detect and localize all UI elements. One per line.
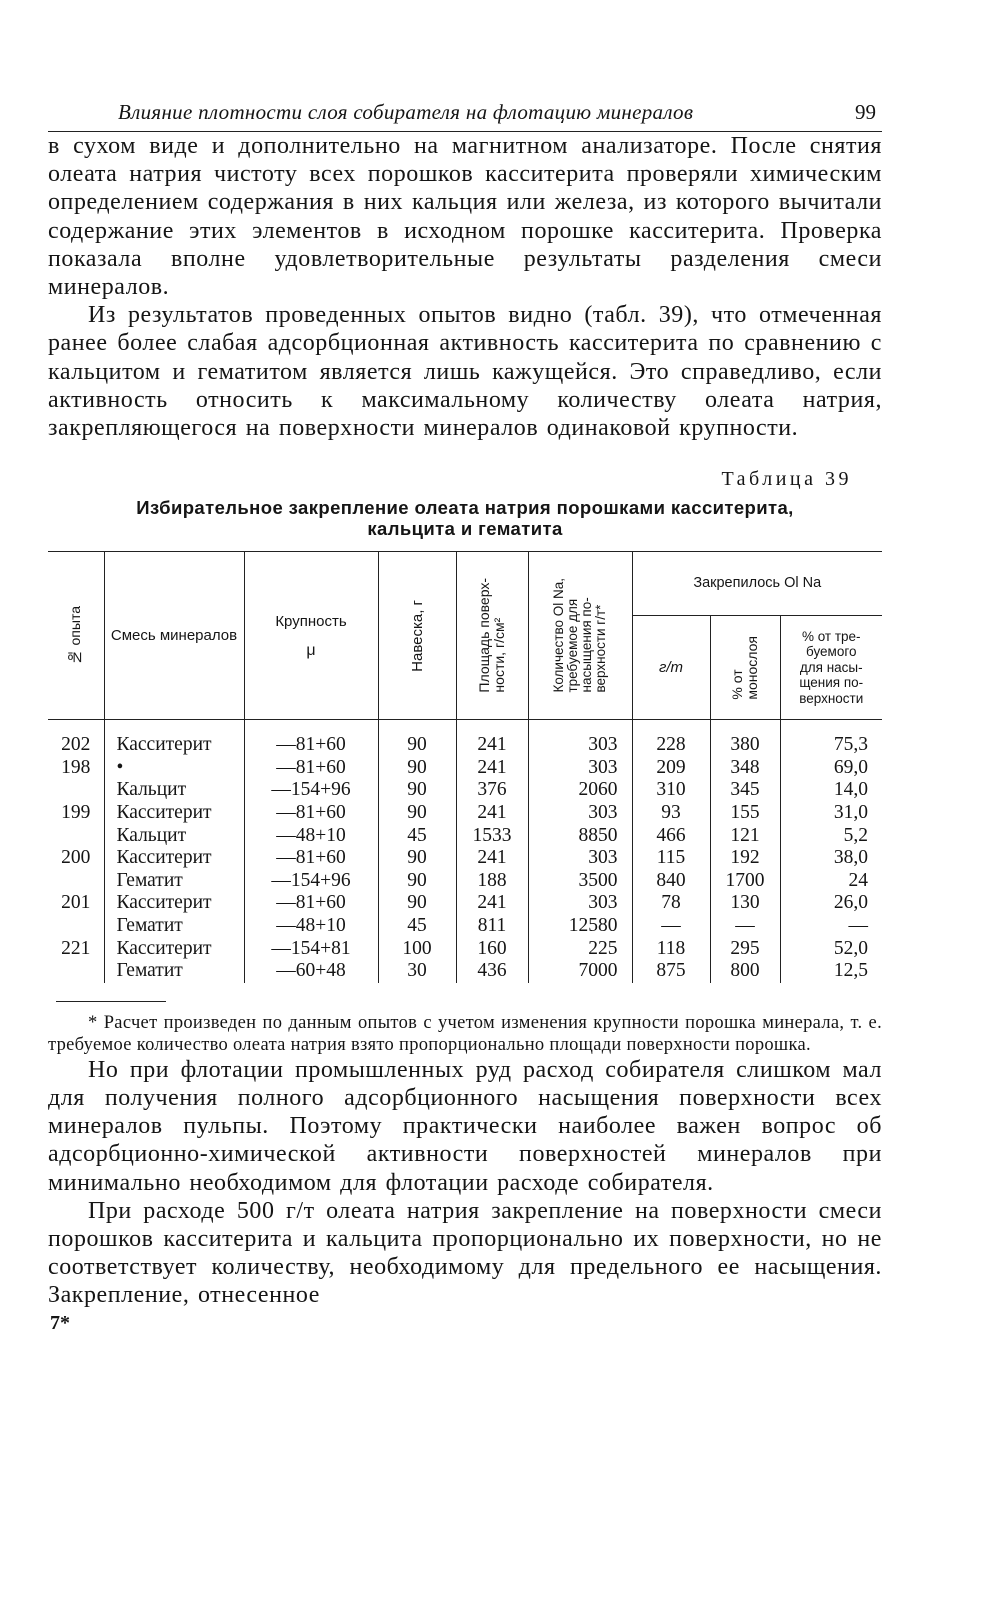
table-row <box>48 825 882 848</box>
table-row <box>48 938 882 961</box>
cell-weight: 90 <box>378 779 456 802</box>
cell-fixed: 93 <box>632 802 710 825</box>
cell-size: —154+96 <box>244 870 378 893</box>
cell-pct-mono: 121 <box>710 825 780 848</box>
cell-required: 8850 <box>528 825 632 848</box>
cell-weight: 90 <box>378 757 456 780</box>
cell-mix: Гематит <box>104 960 244 983</box>
cell-size: —154+96 <box>244 779 378 802</box>
running-header <box>48 100 882 132</box>
cell-area: 241 <box>456 847 528 870</box>
cell-pct-mono: 1700 <box>710 870 780 893</box>
cell-size: —81+60 <box>244 847 378 870</box>
cell-fixed: 115 <box>632 847 710 870</box>
footnote: * Расчет произведен по данным опытов с учетом изменения крупности порошка минерала, т. е. требуемое количество олеата натрия взято пропорционально площади поверхности порошка. <box>48 1012 882 1055</box>
cell-mix: • <box>104 757 244 780</box>
cell-no <box>48 779 104 802</box>
page <box>48 100 882 1335</box>
cell-size: —48+10 <box>244 825 378 848</box>
cell-size: —60+48 <box>244 960 378 983</box>
cell-pct-req: 12,5 <box>780 960 882 983</box>
cell-pct-mono: 380 <box>710 720 780 757</box>
cell-area: 1533 <box>456 825 528 848</box>
cell-fixed: 118 <box>632 938 710 961</box>
cell-pct-mono: 295 <box>710 938 780 961</box>
cell-fixed: 228 <box>632 720 710 757</box>
cell-weight: 90 <box>378 870 456 893</box>
paragraph-3: Но при флотации промышленных руд расход собирателя слишком мал для получения полного адсорбционного насыщения поверхности всех минералов пульпы. Поэтому практически наиболее важен вопрос об адсорбционно-химической активности поверхностей минералов при минимально необходимом для флотации расходе собирателя. <box>48 1056 882 1196</box>
signature-mark: 7* <box>50 1311 70 1334</box>
header-weight: Навеска, г <box>378 552 456 720</box>
cell-pct-mono: 345 <box>710 779 780 802</box>
cell-pct-mono: 192 <box>710 847 780 870</box>
cell-area: 241 <box>456 720 528 757</box>
table-label: Таблица 39 <box>721 468 852 491</box>
table-row <box>48 915 882 938</box>
cell-no <box>48 960 104 983</box>
cell-no: 199 <box>61 802 91 824</box>
cell-no: 221 <box>61 937 91 959</box>
header-fixed-gt: г/т <box>632 616 710 720</box>
cell-required: 2060 <box>528 779 632 802</box>
cell-weight: 45 <box>378 825 456 848</box>
cell-no: 202 <box>61 734 91 756</box>
header-surface-area: Площадь поверх- ности, г/см² <box>456 552 528 720</box>
cell-size: —81+60 <box>244 720 378 757</box>
cell-required: 303 <box>528 757 632 780</box>
cell-weight: 100 <box>378 938 456 961</box>
header-experiment-no: № опыта <box>48 552 104 720</box>
table-row <box>48 757 882 780</box>
cell-weight: 90 <box>378 720 456 757</box>
cell-area: 241 <box>456 757 528 780</box>
header-fixed-group: Закрепилось Ol Na <box>632 552 882 616</box>
table-container <box>48 551 882 983</box>
cell-area: 811 <box>456 915 528 938</box>
cell-size: —81+60 <box>244 892 378 915</box>
cell-required: 303 <box>528 720 632 757</box>
header-required-amount: Количество Ol Na, требуемое для насыщения по- верхности г/т* <box>528 552 632 720</box>
cell-size: —48+10 <box>244 915 378 938</box>
cell-mix: Касситерит <box>104 720 244 757</box>
cell-fixed: 840 <box>632 870 710 893</box>
table-row <box>48 720 882 757</box>
cell-area: 188 <box>456 870 528 893</box>
cell-size: —81+60 <box>244 802 378 825</box>
cell-mix: Гематит <box>104 870 244 893</box>
cell-area: 241 <box>456 802 528 825</box>
paragraph-2: Из результатов проведенных опытов видно (табл. 39), что отмеченная ранее более слабая адсорбционная активность касситерита по сравнению с кальцитом и гематитом является лишь кажущейся. Это справедливо, если активность относить к максимальному количеству олеата натрия, закрепляющегося на поверхности минералов одинаковой крупности. <box>48 302 882 442</box>
cell-fixed: — <box>632 915 710 938</box>
cell-weight: 90 <box>378 802 456 825</box>
cell-mix: Кальцит <box>104 779 244 802</box>
table-title <box>48 497 882 539</box>
cell-weight: 30 <box>378 960 456 983</box>
cell-fixed: 875 <box>632 960 710 983</box>
cell-weight: 90 <box>378 892 456 915</box>
cell-pct-mono: 155 <box>710 802 780 825</box>
cell-area: 241 <box>456 892 528 915</box>
cell-pct-req: 38,0 <box>780 847 882 870</box>
cell-no <box>48 825 104 848</box>
cell-mix: Кальцит <box>104 825 244 848</box>
cell-fixed: 209 <box>632 757 710 780</box>
cell-required: 3500 <box>528 870 632 893</box>
cell-required: 303 <box>528 892 632 915</box>
cell-pct-req: 14,0 <box>780 779 882 802</box>
table-row <box>48 892 882 915</box>
cell-pct-req: 26,0 <box>780 892 882 915</box>
cell-mix: Касситерит <box>104 938 244 961</box>
cell-area: 376 <box>456 779 528 802</box>
paragraph-4: При расходе 500 г/т олеата натрия закрепление на поверхности смеси порошков касситерита и кальцита пропорционально их поверхности, но не соответствует количеству, необходимому для предельного ее насыщения. Закрепление, отнесенное <box>48 1197 882 1309</box>
footnote-rule <box>56 1001 166 1002</box>
table-row <box>48 847 882 870</box>
cell-fixed: 466 <box>632 825 710 848</box>
cell-no <box>48 915 104 938</box>
cell-no: 198 <box>61 756 91 778</box>
table-title-line-1: Избирательное закрепление олеата натрия порошками касситерита, <box>136 497 794 519</box>
cell-weight: 90 <box>378 847 456 870</box>
data-table <box>48 551 882 983</box>
cell-pct-mono: 348 <box>710 757 780 780</box>
table-row <box>48 960 882 983</box>
cell-no: 201 <box>61 892 91 914</box>
table-row <box>48 779 882 802</box>
header-size: Крупность μ <box>244 552 378 720</box>
cell-fixed: 78 <box>632 892 710 915</box>
cell-mix: Касситерит <box>104 847 244 870</box>
cell-pct-req: 24 <box>780 870 882 893</box>
cell-pct-mono: 130 <box>710 892 780 915</box>
cell-weight: 45 <box>378 915 456 938</box>
cell-no <box>48 870 104 893</box>
cell-mix: Касситерит <box>104 802 244 825</box>
running-title: Влияние плотности слоя собирателя на флотацию минералов <box>118 100 694 124</box>
cell-pct-req: 75,3 <box>780 720 882 757</box>
cell-required: 12580 <box>528 915 632 938</box>
header-mineral-mix: Смесь минералов <box>104 552 244 720</box>
cell-area: 436 <box>456 960 528 983</box>
cell-no: 200 <box>61 847 91 869</box>
cell-mix: Касситерит <box>104 892 244 915</box>
table-row <box>48 870 882 893</box>
cell-pct-mono: — <box>710 915 780 938</box>
cell-size: —154+81 <box>244 938 378 961</box>
cell-fixed: 310 <box>632 779 710 802</box>
cell-pct-req: — <box>780 915 882 938</box>
table-body <box>48 720 882 983</box>
cell-pct-req: 31,0 <box>780 802 882 825</box>
cell-pct-req: 69,0 <box>780 757 882 780</box>
cell-size: —81+60 <box>244 757 378 780</box>
cell-required: 7000 <box>528 960 632 983</box>
cell-required: 303 <box>528 802 632 825</box>
cell-required: 303 <box>528 847 632 870</box>
cell-pct-mono: 800 <box>710 960 780 983</box>
paragraph-1: в сухом виде и дополнительно на магнитном анализаторе. После снятия олеата натрия чистоту всех порошков касситерита проверяли химическим определением содержания в них кальция или железа, из которого вычитали содержание этих элементов в исходном порошке касситерита. Проверка показала вполне удовлетворительные результаты разделения смеси минералов. <box>48 133 882 301</box>
cell-required: 225 <box>528 938 632 961</box>
header-pct-monolayer: % от монослоя <box>710 616 780 720</box>
page-number: 99 <box>855 100 876 124</box>
table-title-line-2: кальцита и гематита <box>367 518 563 540</box>
cell-pct-req: 52,0 <box>780 938 882 961</box>
cell-area: 160 <box>456 938 528 961</box>
header-pct-required: % от тре- буемого для насы- щения по- верхности <box>780 616 882 720</box>
table-row <box>48 802 882 825</box>
cell-pct-req: 5,2 <box>780 825 882 848</box>
cell-mix: Гематит <box>104 915 244 938</box>
